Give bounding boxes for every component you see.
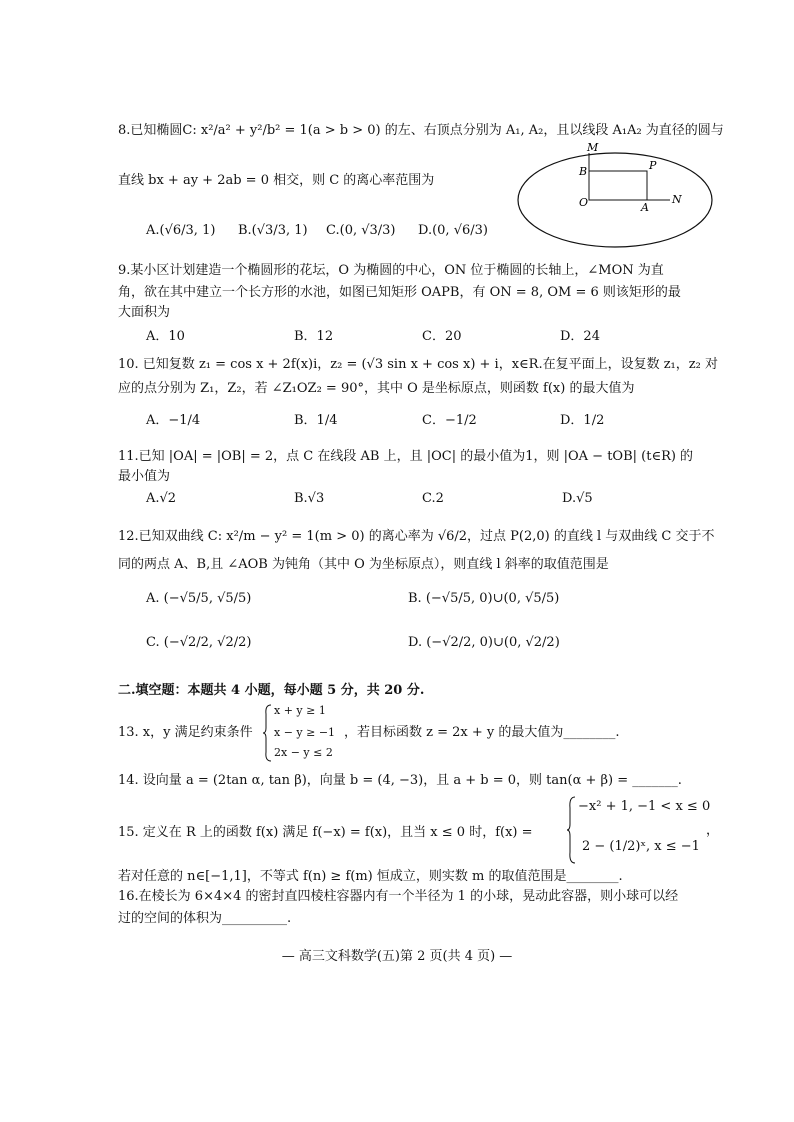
q13-constraint-3: 2x − y ≤ 2 [274,746,333,759]
page-footer: — 高三文科数学(五)第 2 页(共 4 页) — [281,949,513,964]
q11-option-a: A.√2 [146,491,177,506]
q8-option-a: A.(√6/3, 1) [146,223,216,238]
q8-option-c: C.(0, √3/3) [326,223,396,238]
q13-brace-icon [262,704,272,762]
q8-option-b: B.(√3/3, 1) [238,223,308,238]
q13-constraint-2: x − y ≥ −1 [274,726,336,739]
q11-option-d: D.√5 [562,491,593,506]
q11-option-b: B.√3 [294,491,325,506]
q11-line2: 最小值为 [118,469,171,484]
q13-constraint-1: x + y ≥ 1 [274,704,326,717]
q13-prefix: 13. x，y 满足约束条件 [118,725,253,740]
label-m: M [587,141,599,154]
q9-line1: 9.某小区计划建造一个椭圆形的花坛，O 为椭圆的中心，ON 位于椭圆的长轴上，∠MON 为直 [118,263,664,278]
q10-option-b: B．1/4 [294,413,338,428]
section-2-title: 二.填空题：本题共 4 小题，每小题 5 分，共 20 分. [118,683,425,698]
label-a: A [641,201,649,214]
q13-suffix: ，若目标函数 z = 2x + y 的最大值为________. [344,725,620,740]
q15-case-2: 2 − (1/2)ˣ, x ≤ −1 [582,839,700,854]
q9-line3: 大面积为 [118,305,171,320]
q9-line2: 角，欲在其中建立一个长方形的水池，如图已知矩形 OAPB，有 ON = 8, OM = 6 则该矩形的最 [118,285,681,300]
q15-prefix: 15. 定义在 R 上的函数 f(x) 满足 f(−x) = f(x)，且当 x ≤ 0 时，f(x) = [118,825,533,840]
q10-option-a: A．−1/4 [146,413,201,428]
q16-line1: 16.在棱长为 6×4×4 的密封直四棱柱容器内有一个半径为 1 的小球，晃动此容器，则小球可以经 [118,889,679,904]
q15-brace-icon [566,796,576,864]
q11-line1: 11.已知 |OA| = |OB| = 2，点 C 在线段 AB 上，且 |OC| 的最小值为1，则 |OA − tOB| (t∈R) 的 [118,449,694,464]
label-n: N [672,193,682,206]
q9-option-a: A．10 [146,329,185,344]
label-o: O [579,196,589,209]
q11-option-c: C.2 [422,491,444,506]
q8-line2: 直线 bx + ay + 2ab = 0 相交，则 C 的离心率范围为 [118,173,435,188]
q15-suffix: ， [706,823,720,838]
ellipse-figure [515,140,715,250]
q8-line1: 8.已知椭圆C: x²/a² + y²/b² = 1(a > b > 0) 的左、右顶点分别为 A₁, A₂，且以线段 A₁A₂ 为直径的圆与 [118,123,724,138]
q10-line1: 10. 已知复数 z₁ = cos x + 2f(x)i，z₂ = (√3 sin x + cos x) + i，x∈R.在复平面上，设复数 z₁，z₂ 对 [118,357,718,372]
q9-option-d: D．24 [560,329,600,344]
label-b: B [579,165,588,178]
q12-line1: 12.已知双曲线 C: x²/m − y² = 1(m > 0) 的离心率为 √6/2，过点 P(2,0) 的直线 l 与双曲线 C 交于不 [118,529,715,544]
q16-line2: 过的空间的体积为__________. [118,911,292,926]
q10-option-d: D．1/2 [560,413,605,428]
q9-option-c: C．20 [422,329,462,344]
q14-line: 14. 设向量 a = (2tan α, tan β)，向量 b = (4, −3)，且 a + b = 0，则 tan(α + β) = _______. [118,773,682,788]
q10-option-c: C．−1/2 [422,413,477,428]
q10-line2: 应的点分别为 Z₁，Z₂，若 ∠Z₁OZ₂ = 90°，其中 O 是坐标原点，则函数 f(x) 的最大值为 [118,381,635,396]
label-p: P [649,159,657,172]
q9-option-b: B．12 [294,329,334,344]
q15-case-1: −x² + 1, −1 < x ≤ 0 [578,799,711,814]
q12-option-b: B. (−√5/5, 0)∪(0, √5/5) [408,591,560,606]
rectangle-oapb [589,171,647,200]
q12-option-c: C. (−√2/2, √2/2) [146,635,252,650]
q12-line2: 同的两点 A、B,且 ∠AOB 为钝角（其中 O 为坐标原点），则直线 l 斜率的取值范围是 [118,557,609,572]
q12-option-a: A. (−√5/5, √5/5) [146,591,252,606]
q15-line2: 若对任意的 n∈[−1,1]，不等式 f(n) ≥ f(m) 恒成立，则实数 m 的取值范围是________. [118,869,623,884]
q12-option-d: D. (−√2/2, 0)∪(0, √2/2) [408,635,560,650]
q8-option-d: D.(0, √6/3) [418,223,488,238]
